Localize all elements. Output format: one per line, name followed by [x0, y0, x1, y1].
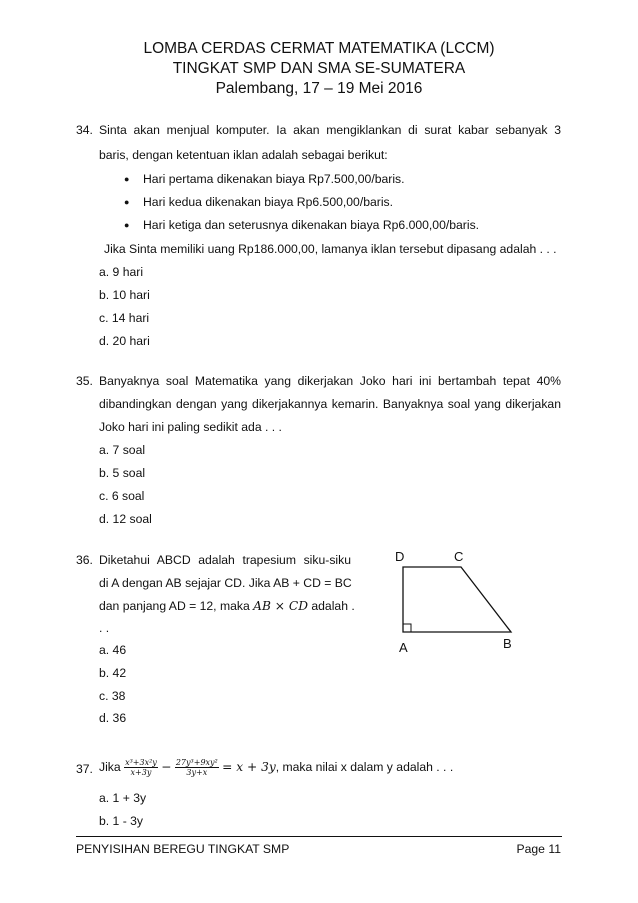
q36-option-c: c. 38 — [99, 689, 126, 703]
q34-bullet-3: Hari ketiga dan seterusnya dikenakan biaya Rp6.000,00/baris. — [143, 218, 480, 232]
label-c: C — [454, 549, 464, 564]
label-a: A — [399, 640, 408, 655]
label-d: D — [395, 549, 405, 564]
q36-option-d: d. 36 — [99, 711, 127, 725]
q37-option-a: a. 1 + 3y — [99, 791, 147, 805]
footer-page-number: Page 11 — [516, 842, 561, 856]
header-title-line3: Palembang, 17 – 19 Mei 2016 — [215, 80, 423, 97]
q35-text-line1: Banyaknya soal Matematika yang dikerjakan Joko hari ini bertambah tepat 40% — [99, 374, 561, 388]
header-title-line1: LOMBA CERDAS CERMAT MATEMATIKA (LCCM) — [143, 40, 495, 57]
q35-option-a: a. 7 soal — [99, 443, 146, 457]
q36-text-line2: di A dengan AB sejajar CD. Jika AB + CD = BC — [99, 576, 352, 590]
q37-number: 37. — [76, 762, 93, 776]
q34-bullet-1: Hari pertama dikenakan biaya Rp7.500,00/baris. — [143, 172, 405, 186]
q34-option-a: a. 9 hari — [99, 265, 144, 279]
q36-text-line4: . . — [99, 621, 110, 635]
q36-text-line3: dan panjang AD = 12, maka AB × CD adalah . — [99, 599, 355, 613]
q35-text-line3: Joko hari ini paling sedikit ada . . . — [99, 420, 282, 434]
q35-number: 35. — [76, 374, 93, 388]
q36-option-a: a. 46 — [99, 643, 127, 657]
bullet-icon: ● — [124, 174, 130, 184]
header-title-line2: TINGKAT SMP DAN SMA SE-SUMATERA — [172, 60, 466, 77]
trapezoid-shape — [403, 567, 511, 632]
bullet-icon: ● — [124, 197, 130, 207]
q37-fraction-1: $\frac{\text{x³+3x²y}}{x+3y}$ — [125, 758, 157, 778]
footer-left: PENYISIHAN BEREGU TINGKAT SMP — [76, 842, 290, 856]
q35-option-b: b. 5 soal — [99, 466, 146, 480]
bullet-icon: ● — [124, 220, 130, 230]
q35-text-line2: dibandingkan dengan yang dikerjakannya kemarin. Banyaknya soal yang dikerjakan — [99, 397, 561, 411]
q35-option-c: c. 6 soal — [99, 489, 145, 503]
footer-divider — [76, 836, 562, 837]
q34-number: 34. — [76, 123, 93, 137]
right-angle-mark — [403, 624, 411, 632]
q37-fraction-2: $\frac{\text{27y³+9xy²}}{3y+x}$ — [175, 758, 218, 778]
trapezoid-figure — [385, 545, 525, 665]
q34-question: Jika Sinta memiliki uang Rp186.000,00, lamanya iklan tersebut dipasang adalah . . . — [104, 242, 557, 256]
q36-number: 36. — [76, 553, 93, 567]
q37-option-b: b. 1 - 3y — [99, 814, 144, 828]
q34-option-c: c. 14 hari — [99, 311, 150, 325]
q35-option-d: d. 12 soal — [99, 512, 152, 526]
q36-option-b: b. 42 — [99, 666, 127, 680]
q34-option-d: d. 20 hari — [99, 334, 150, 348]
q34-text-line1: Sinta akan menjual komputer. Ia akan mengiklankan di surat kabar sebanyak 3 — [99, 123, 561, 137]
q34-text-line2: baris, dengan ketentuan iklan adalah sebagai berikut: — [99, 148, 388, 162]
q37-question: Jika $\frac{\text{x³+3x²y}}{x+3y}$ − $\frac{\text{27y³+9xy²}}{3y+x}$ = x + 3y, maka nilai x dalam y adalah . . . — [99, 758, 454, 778]
q36-text-line1: Diketahui ABCD adalah trapesium siku-siku — [99, 553, 351, 567]
q34-bullet-2: Hari kedua dikenakan biaya Rp6.500,00/baris. — [143, 195, 394, 209]
label-b: B — [503, 636, 512, 651]
q34-option-b: b. 10 hari — [99, 288, 150, 302]
